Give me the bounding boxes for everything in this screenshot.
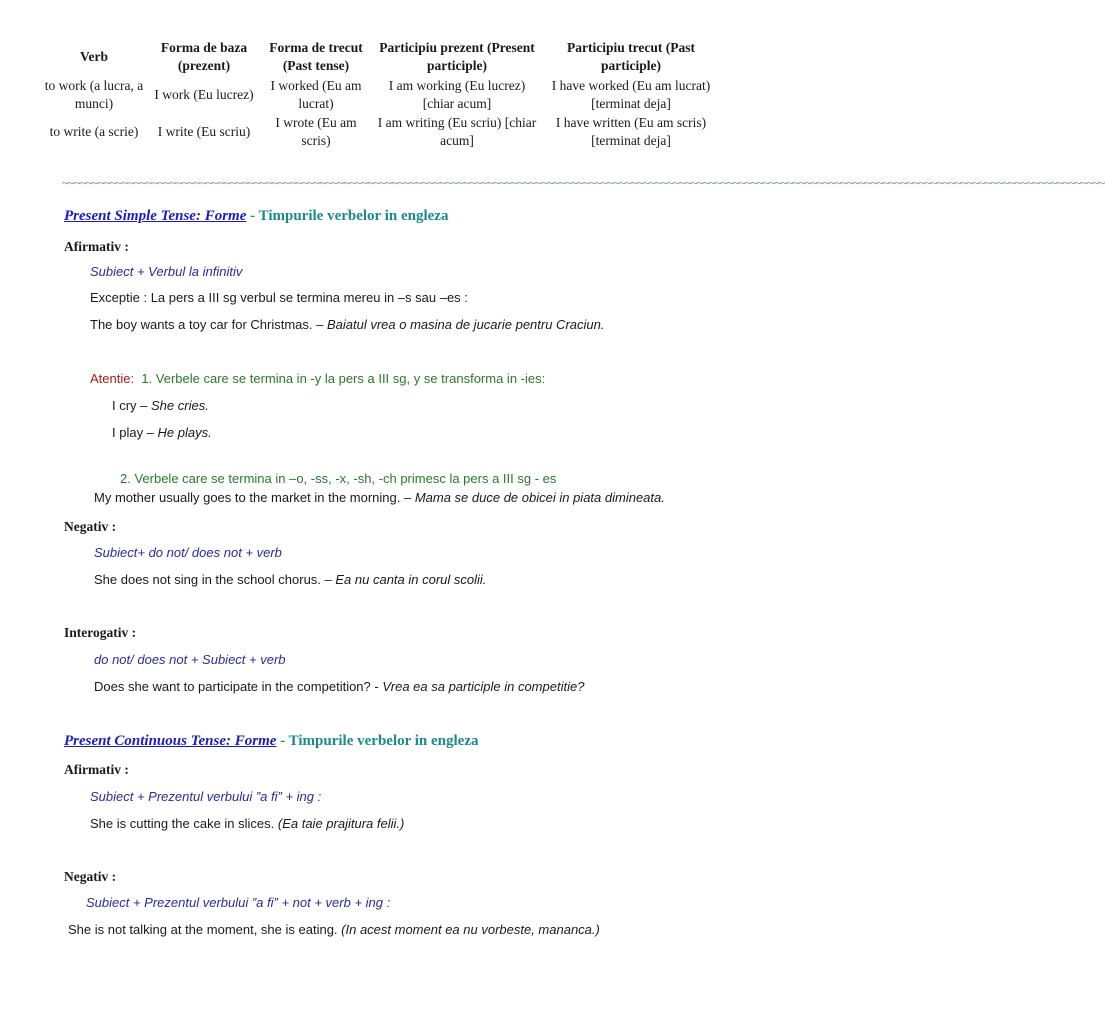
example-cry-en: I cry – (112, 398, 152, 413)
table-header-row (40, 38, 720, 76)
present-simple-link[interactable]: Present Simple Tense: Forme (64, 208, 247, 224)
interogativ-label: Interogativ : (64, 625, 137, 640)
header-forma-de-baza: Forma de baza (prezent) (160, 40, 248, 73)
negativ-label: Negativ : (64, 519, 117, 534)
afirmativ-formula: Subiect + Verbul la infinitiv (90, 264, 243, 279)
atentie-rule-1-text: 1. Verbele care se termina in -y la pers a III sg, y se transforma in -ies: (141, 371, 546, 386)
header-verb: Verb (79, 49, 108, 64)
title-dash: - (276, 733, 289, 749)
table-cell: I write (Eu scriu) (157, 123, 251, 139)
verb-forms-table (40, 38, 720, 150)
present-continuous-link[interactable]: Present Continuous Tense: Forme (64, 733, 277, 749)
tilde-divider: ~~~~~~~~~~~~~~~~~~~~~~~~~~~~~~~~~~~~~~~~~~~~~~~~~~~~~~~~~~~~~~~~~~~~~~~~~~~~~~~~~~~~~~~~~~~~~~~~~~~~~~~~~~~~~~~~~~~~~~~~~~~~~~~~~~~~~~~~~~~~~~~~~~~~~~~~~~~~~~~~~~~~~~~~~~~~~~ (62, 176, 1105, 190)
table-cell: I work (Eu lucrez) (154, 86, 254, 102)
negativ-example-ro: Ea nu canta in corul scolii. (335, 572, 487, 587)
example-mother-en: My mother usually goes to the market in the morning. – (94, 490, 415, 505)
negativ-example-ro: (In acest moment ea nu vorbeste, mananca.) (341, 922, 600, 937)
afirmativ-label: Afirmativ : (64, 239, 129, 254)
atentie-label: Atentie: (90, 371, 135, 386)
example-play (112, 425, 212, 440)
example-cry (112, 398, 209, 413)
example-play-en: I play – (112, 425, 158, 440)
negativ-example-en: She is not talking at the moment, she is eating. (68, 922, 342, 937)
atentie-rule-2: 2. Verbele care se termina in –o, -ss, -x, -sh, -ch primesc la pers a III sg - es (120, 471, 557, 486)
table-row (40, 113, 720, 150)
section-title-present-simple (64, 208, 448, 225)
example-play-it: He plays. (157, 425, 212, 440)
table-cell: I wrote (Eu am scris) (275, 114, 357, 148)
header-forma-de-trecut: Forma de trecut (Past tense) (269, 40, 363, 73)
interogativ-example-en: Does she want to participate in the competition? - (94, 679, 383, 694)
example-cry-it: She cries. (151, 398, 209, 413)
table-cell: to work (a lucra, a munci) (44, 77, 144, 111)
example-sentence (90, 317, 604, 332)
afirmativ-example (90, 816, 404, 831)
negativ-example-en: She does not sing in the school chorus. – (94, 572, 336, 587)
table-cell: I am writing (Eu scriu) [chiar acum] (377, 114, 537, 148)
interogativ-formula: do not/ does not + Subiect + verb (94, 652, 286, 667)
table-cell: I am working (Eu lucrez) [chiar acum] (388, 77, 526, 111)
interogativ-example-ro: Vrea ea sa participle in competitie? (382, 679, 585, 694)
table-cell: I worked (Eu am lucrat) (270, 77, 362, 111)
table-cell: I have worked (Eu am lucrat) [terminat deja] (551, 77, 711, 111)
example-mother (94, 490, 665, 505)
title-subtitle: Timpurile verbelor in engleza (288, 733, 479, 749)
header-participiu-trecut: Participiu trecut (Past participle) (567, 40, 695, 73)
interogativ-example (94, 679, 584, 694)
title-dash: - (246, 208, 259, 224)
example-ro: Baiatul vrea o masina de jucarie pentru Craciun. (326, 317, 605, 332)
table-row (40, 76, 720, 113)
exceptie-text: Exceptie : La pers a III sg verbul se termina mereu in –s sau –es : (90, 290, 468, 305)
negativ-formula: Subiect+ do not/ does not + verb (94, 545, 282, 560)
table-cell: I have written (Eu am scris) [terminat deja] (555, 114, 707, 148)
table-cell: to write (a scrie) (49, 123, 139, 139)
negativ-label: Negativ : (64, 869, 117, 884)
negativ-example (68, 922, 600, 937)
negativ-example (94, 572, 486, 587)
section-title-present-continuous (64, 733, 478, 750)
title-subtitle: Timpurile verbelor in engleza (258, 208, 449, 224)
atentie-rule-1 (90, 371, 545, 386)
afirmativ-label: Afirmativ : (64, 762, 129, 777)
example-mother-ro: Mama se duce de obicei in piata dimineata. (414, 490, 665, 505)
afirmativ-example-en: She is cutting the cake in slices. (90, 816, 278, 831)
negativ-formula: Subiect + Prezentul verbului ”a fi” + not + verb + ing : (86, 895, 391, 910)
example-en: The boy wants a toy car for Christmas. – (90, 317, 327, 332)
afirmativ-example-ro: (Ea taie prajitura felii.) (277, 816, 405, 831)
afirmativ-formula: Subiect + Prezentul verbului ”a fi” + ing : (90, 789, 322, 804)
header-participiu-prezent: Participiu prezent (Present participle) (379, 40, 535, 73)
